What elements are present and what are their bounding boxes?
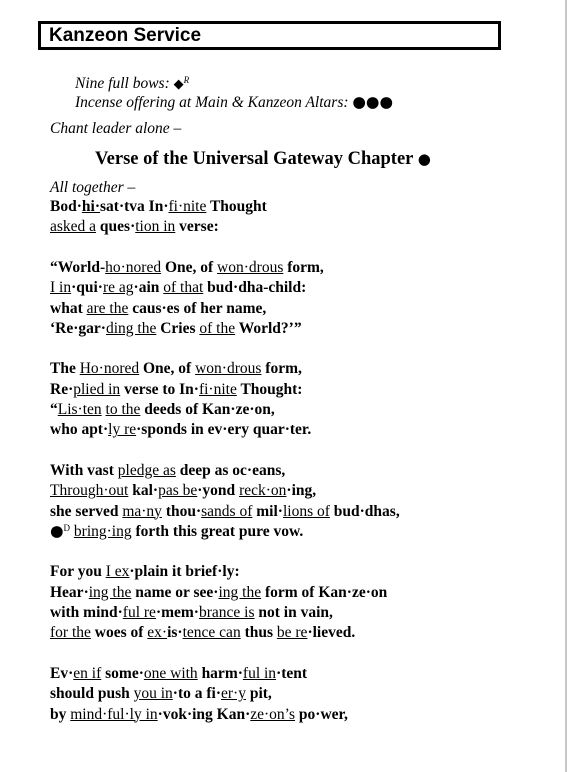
- bell-dots-icon: ●●●: [352, 93, 393, 111]
- verse-segment: pas be: [158, 482, 198, 500]
- verse-segment: sands of: [201, 502, 253, 520]
- verse-segment: are the: [86, 299, 129, 317]
- verse-segment: ·ain: [133, 279, 164, 297]
- verse-title-text: Verse of the Universal Gateway Chapter: [95, 149, 414, 169]
- verse-segment: “: [50, 401, 58, 418]
- bows-superscript: R: [183, 75, 190, 85]
- verse-segment: er·y: [221, 685, 246, 703]
- verse-segment: tence can: [182, 624, 241, 642]
- verse-segment: form,: [283, 258, 324, 276]
- verse-segment: for the: [50, 624, 91, 642]
- verse-segment: ing the: [88, 583, 132, 601]
- verse-segment: deep as oc·eans,: [175, 461, 286, 479]
- verse-segment: harm·: [197, 664, 243, 682]
- verse-segment: won·drous: [217, 258, 284, 276]
- verse-segment: For you: [50, 563, 106, 581]
- verse-line: [50, 603, 333, 622]
- verse-segment: en if: [73, 664, 102, 682]
- verse-segment: tion in: [135, 218, 176, 236]
- verse-segment: ze·on’s: [250, 705, 296, 723]
- verse-line: [50, 684, 272, 703]
- verse-segment: World?’”: [235, 319, 302, 337]
- verse-segment: re ag: [102, 279, 134, 297]
- verse-segment: mil·: [252, 502, 283, 520]
- page-title: Kanzeon Service: [49, 25, 202, 46]
- verse-segment: some·: [101, 664, 144, 682]
- verse-segment: deeds of Kan·ze·on,: [140, 401, 275, 418]
- verse-segment: to the: [105, 401, 141, 418]
- verse-segment: plied in: [73, 380, 121, 398]
- verse-segment: bud·dha-child:: [203, 279, 307, 297]
- verse-segment: ques·: [96, 218, 136, 236]
- verse-segment: pit,: [245, 685, 272, 703]
- all-together-note: All together –: [50, 179, 136, 196]
- verse-segment: is·: [167, 624, 183, 642]
- verse-segment: Thought:: [236, 380, 303, 398]
- verse-segment: With vast: [50, 461, 118, 479]
- verse-segment: The: [50, 360, 80, 378]
- verse-line: [50, 217, 219, 236]
- verse-line: [50, 502, 400, 521]
- verse-segment: ho·nored: [105, 258, 162, 276]
- verse-line: [50, 420, 311, 439]
- verse-segment: ·vok·ing Kan·: [157, 705, 251, 723]
- verse-segment: fi·nite: [168, 198, 207, 215]
- verse-line: [50, 522, 303, 541]
- bows-instruction: [75, 74, 189, 94]
- verse-segment: ma·ny: [122, 502, 162, 520]
- verse-line: [50, 278, 306, 297]
- verse-segment: One, of: [139, 360, 196, 378]
- verse-segment: verse:: [175, 218, 219, 236]
- verse-segment: hi·: [81, 198, 100, 215]
- verse-segment: I in: [50, 279, 72, 297]
- chant-leader-note: Chant leader alone –: [50, 120, 182, 137]
- verse-segment: ·ing,: [286, 482, 317, 500]
- verse-segment: ing the: [218, 583, 262, 601]
- verse-segment: asked a: [50, 218, 97, 236]
- verse-segment: should push: [50, 685, 134, 703]
- verse-segment: Ho·nored: [79, 360, 140, 378]
- verse-title: [95, 148, 431, 170]
- verse-segment: with mind·: [50, 604, 123, 621]
- verse-segment: “World-: [50, 258, 106, 276]
- verse-segment: ful in: [242, 664, 277, 682]
- verse-segment: form,: [261, 360, 302, 378]
- verse-segment: forth this great pure vow.: [131, 522, 304, 540]
- verse-segment: caus·es of her name,: [128, 299, 267, 317]
- verse-segment: In·: [148, 198, 169, 215]
- verse-segment: mind·ful·ly in: [70, 705, 158, 723]
- verse-segment: ·mem·: [155, 604, 199, 621]
- verse-segment: ful re: [122, 604, 156, 621]
- verse-segment: form of Kan·ze·on: [261, 583, 388, 601]
- verse-segment: ·plain it brief·ly:: [129, 563, 240, 581]
- verse-line: [50, 562, 240, 581]
- verse-segment: of the: [199, 319, 236, 337]
- verse-segment: Cries: [156, 319, 200, 337]
- bell-dot-icon: ●: [417, 150, 431, 168]
- header-box: [38, 21, 501, 50]
- verse-segment: not in vain,: [254, 604, 333, 621]
- verse-segment: bud·dhas,: [329, 502, 400, 520]
- verse-line: [50, 319, 302, 338]
- verse-segment: Through·out: [50, 482, 129, 500]
- verse-line: [50, 258, 324, 277]
- verse-segment: I ex: [105, 563, 130, 581]
- verse-line: [50, 623, 355, 642]
- verse-segment: Ev·: [50, 664, 74, 682]
- verse-segment: of that: [163, 279, 204, 297]
- verse-segment: thou·: [161, 502, 202, 520]
- verse-line: [50, 481, 316, 500]
- verse-line: [50, 583, 387, 602]
- verse-segment: you in: [133, 685, 173, 703]
- verse-segment: tva: [124, 198, 149, 215]
- verse-segment: One, of: [161, 258, 218, 276]
- verse-line: [50, 664, 307, 683]
- verse-segment: name or see·: [131, 583, 219, 601]
- verse-segment: Bod·: [50, 198, 82, 215]
- verse-segment: bring·ing: [73, 522, 132, 540]
- verse-segment: one with: [143, 664, 198, 682]
- verse-segment: ex·: [147, 624, 168, 642]
- verse-segment: ·qui·: [71, 279, 103, 297]
- verse-segment: won·drous: [195, 360, 262, 378]
- verse-segment: pledge as: [117, 461, 176, 479]
- verse-segment: reck·on: [239, 482, 287, 500]
- verse-segment: lions of: [282, 502, 330, 520]
- verse-segment: ·sponds in ev·ery quar·ter.: [136, 421, 312, 439]
- verse-segment: ·yond: [197, 482, 240, 500]
- verse-segment: brance is: [198, 604, 255, 621]
- bell-superscript: D: [63, 522, 71, 533]
- verse-segment: be re: [276, 624, 308, 642]
- verse-segment: ·to a fi·: [172, 685, 221, 703]
- verse-segment: ding the: [105, 319, 157, 337]
- verse-segment: ‘Re·gar·: [50, 319, 106, 337]
- verse-line: [50, 705, 348, 724]
- verse-segment: sat·: [100, 198, 125, 215]
- incense-label: Incense offering at Main & Kanzeon Altars:: [75, 94, 349, 111]
- incense-instruction: [75, 93, 393, 112]
- bows-label: Nine full bows:: [75, 75, 170, 92]
- verse-segment: what: [50, 299, 87, 317]
- verse-line: [50, 359, 302, 378]
- verse-segment: verse to In·: [120, 380, 199, 398]
- verse-segment: Lis·ten: [57, 401, 102, 418]
- verse-segment: woes of: [90, 624, 148, 642]
- diamond-icon: ◆: [173, 77, 184, 92]
- verse-segment: kal·: [128, 482, 159, 500]
- verse-line: [50, 197, 267, 216]
- verse-segment: who apt·: [50, 421, 109, 439]
- verse-segment: Hear·: [50, 583, 89, 601]
- verse-segment: thus: [240, 624, 277, 642]
- verse-line: [50, 400, 275, 419]
- verse-line: [50, 380, 302, 399]
- verse-segment: ·lieved.: [307, 624, 356, 642]
- verse-segment: she served: [50, 502, 123, 520]
- verse-segment: Thought: [206, 198, 267, 215]
- verse-segment: Re·: [50, 380, 74, 398]
- verse-segment: po·wer,: [295, 705, 348, 723]
- verse-segment: fi·nite: [198, 380, 237, 398]
- verse-line: [50, 299, 266, 318]
- verse-line: [50, 461, 285, 480]
- verse-segment: ·tent: [276, 664, 308, 682]
- verse-segment: by: [50, 705, 71, 723]
- verse-segment: ly re: [108, 421, 137, 439]
- bell-dot-icon: ●: [50, 521, 64, 540]
